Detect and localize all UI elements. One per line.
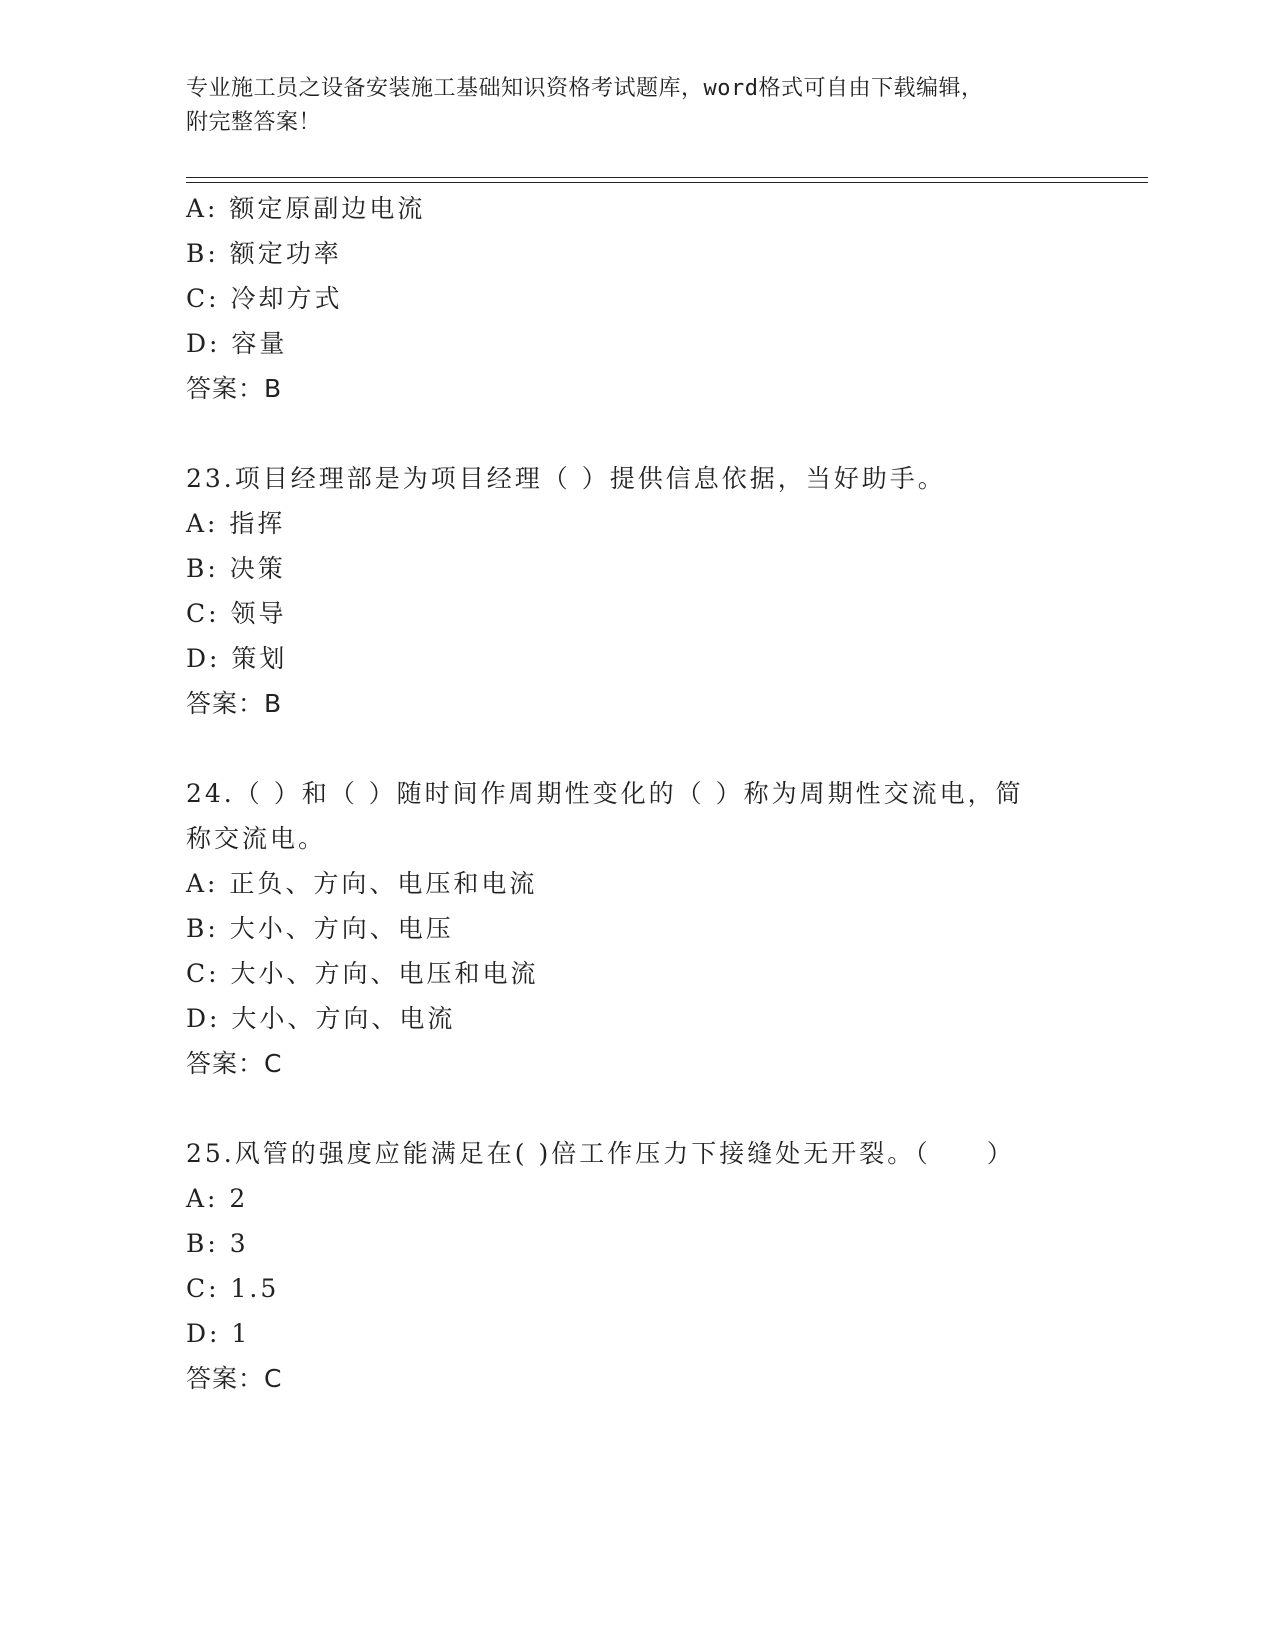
option-c: C: 大小、方向、电压和电流: [186, 959, 539, 988]
question-25: [186, 1131, 1086, 1401]
option-c: C: 领导: [186, 599, 287, 628]
option-a: A: 正负、方向、电压和电流: [186, 869, 538, 898]
question-22: [186, 186, 1086, 411]
header-line-2: 附完整答案！: [186, 110, 322, 135]
question-text-line-2: 称交流电。: [186, 824, 327, 853]
answer: 答案：B: [186, 374, 283, 403]
option-b: B: 额定功率: [186, 239, 342, 268]
option-b: B: 大小、方向、电压: [186, 914, 454, 943]
option-a: A: 额定原副边电流: [186, 194, 426, 223]
option-b: B: 决策: [186, 554, 286, 583]
answer: 答案：B: [186, 689, 283, 718]
answer: 答案：C: [186, 1364, 283, 1393]
question-text: 25.风管的强度应能满足在( )倍工作压力下接缝处无开裂。（ ）: [186, 1139, 1015, 1168]
page-header: [186, 72, 1066, 140]
option-b: B: 3: [186, 1229, 249, 1258]
option-a: A: 指挥: [186, 509, 286, 538]
option-a: A: 2: [186, 1184, 249, 1213]
answer: 答案：C: [186, 1049, 283, 1078]
question-list: [186, 186, 1086, 1401]
option-d: D: 策划: [186, 644, 288, 673]
question-text: 23.项目经理部是为项目经理（ ）提供信息依据，当好助手。: [186, 464, 946, 493]
header-line-1: 专业施工员之设备安装施工基础知识资格考试题库，word格式可自由下载编辑，: [186, 76, 984, 101]
question-23: [186, 456, 1086, 726]
option-c: C: 冷却方式: [186, 284, 343, 313]
question-24: [186, 771, 1086, 1086]
option-d: D: 容量: [186, 329, 288, 358]
option-d: D: 大小、方向、电流: [186, 1004, 456, 1033]
option-d: D: 1: [186, 1319, 251, 1348]
header-divider-bottom: [186, 182, 1148, 183]
question-text-line-1: 24.（ ）和（ ）随时间作周期性变化的（ ）称为周期性交流电，简: [186, 779, 1024, 808]
header-divider-top: [186, 177, 1148, 178]
option-c: C: 1.5: [186, 1274, 280, 1303]
